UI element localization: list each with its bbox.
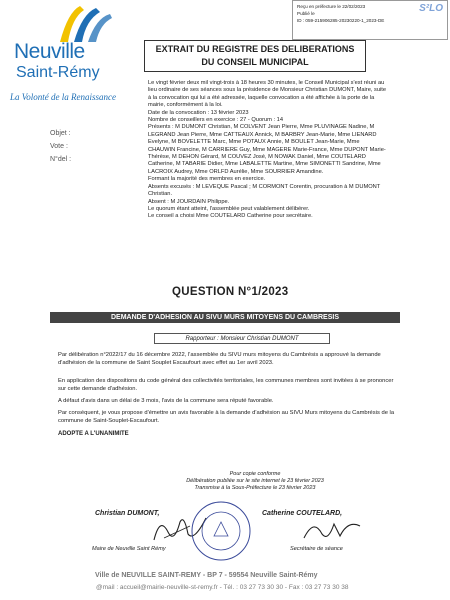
intro-paragraph: Le vingt février deux mil vingt-trois à 18 heures 30 minutes, le Conseil Municipal s'est réuni au lieu ordinaire de ses séances sous la présidence de Monsieur Christian DUMONT, Maire, suite à la convocation qui lui a été adressée, laquelle convocation a été affichée à la porte de la mairie, conformément à la loi. bbox=[148, 80, 387, 109]
title-line-1: EXTRAIT DU REGISTRE DES DELIBERATIONS bbox=[155, 44, 355, 54]
quorum-statement: Le quorum étant atteint, l'assemblée peut valablement délibérer. bbox=[148, 205, 310, 212]
footer-contact: @mail : accueil@mairie-neuville-st-remy.fr - Tél. : 03 27 73 30 30 - Fax : 03 27 73 30 38 bbox=[96, 584, 349, 591]
present-members: Présents : M DUMONT Christian, M COLVENT Jean Pierre, Mme PLUVINAGE Nadine, M LEGRAND Jean Pierre, Mme CATTEAUX Annick, M BARBRY Jean-Marie, Mme LIENARD Evelyne, M BOVELETTE Marc, Mme POTAUX Annie, M BOULET Jean-Marie, Mme CHAUWIN Francine, M CARRIERE Guy, Mme MAGERE Marie-France, Mme DUPONT Marie-Thérèse, M DEHON Gérard, M COUVEZ José, M NOWAK Daniel, Mme COUTELARD Catherine, M TABARIE Didier, Mme LABALETTE Martine, Mme SIMONETTI Sandrine, Mme LACROIX Audrey, Mme ORLFD Aurélie, Mme SOURRIER Amandine. bbox=[148, 124, 386, 175]
mayor-name: Christian DUMONT, bbox=[95, 510, 160, 517]
copy-line-2: Délibération publiée sur le site internet le 23 février 2023 bbox=[186, 478, 324, 484]
convocation-date: Date de la convocation : 13 février 2023 bbox=[148, 109, 249, 116]
title-line-2: DU CONSEIL MUNICIPAL bbox=[201, 57, 309, 67]
paragraph-cgct: En application des dispositions du code général des collectivités territoriales, les communes membres sont invitées à se prononcer sur cette demande d'adhésion. bbox=[58, 378, 394, 392]
secretary-name: Catherine COUTELARD, bbox=[262, 510, 343, 517]
label-vote: Vote : bbox=[50, 143, 68, 150]
question-subject-banner: DEMANDE D'ADHESION AU SIVU MURS MITOYENS DU CAMBRESIS bbox=[50, 312, 400, 323]
paragraph-proposal: Par conséquent, je vous propose d'émettre un avis favorable à la demande d'adhésion au SIVU Murs mitoyens du Cambrésis de la commune de Saint-Souplet-Escaufourt. bbox=[58, 410, 395, 424]
footer-address: Ville de NEUVILLE SAINT-REMY - BP 7 - 59554 Neuville Saint-Rémy bbox=[95, 572, 318, 579]
logo-name-neuville: Neuville bbox=[14, 40, 85, 63]
certified-copy-note bbox=[170, 471, 340, 492]
town-seal-stamp-icon bbox=[190, 500, 252, 562]
logo-tagline: La Volonté de la Renaissance bbox=[10, 92, 116, 102]
absent-members: Absent : M JOURDAIN Philippe. bbox=[148, 198, 230, 205]
excused-members: Absents excusés : M LEVEQUE Pascal ; M CORMONT Corentin, procuration à M DUMONT Christian. bbox=[148, 183, 381, 198]
label-num-del: N°del : bbox=[50, 156, 72, 163]
majority-statement: Formant la majorité des membres en exercice. bbox=[148, 176, 266, 183]
logo-mark-icon bbox=[50, 4, 120, 44]
document-title bbox=[144, 40, 366, 72]
stamp-line-published: Publié le bbox=[297, 11, 315, 16]
mayor-title: Maire de Neuville Saint Rémy bbox=[92, 546, 166, 552]
copy-line-3: Transmise à la Sous-Préfecture le 23 février 2023 bbox=[194, 485, 316, 491]
rapporteur-box: Rapporteur : Monsieur Christian DUMONT bbox=[154, 333, 330, 344]
logo-name-saint-remy: Saint-Rémy bbox=[16, 64, 100, 81]
paragraph-deliberation: Par délibération n°2022/17 du 16 décembre 2022, l'assemblée du SIVU murs mitoyens du Cambrésis a approuvé la demande d'adhésion de la commune de Saint Souplet Escaufourt avec effet au 1er avril 2023. bbox=[58, 352, 381, 366]
secretary-title: Secrétaire de séance bbox=[290, 546, 343, 552]
adoption-result: ADOPTE A L'UNANIMITE bbox=[58, 431, 129, 437]
prefecture-stamp bbox=[292, 0, 448, 40]
secretary-statement: Le conseil a choisi Mme COUTELARD Catherine pour secrétaire. bbox=[148, 213, 313, 220]
question-title: QUESTION N°1/2023 bbox=[172, 286, 289, 298]
copy-line-1: Pour copie conforme bbox=[229, 471, 281, 477]
stamp-line-received: Reçu en préfecture le 22/02/2023 bbox=[297, 4, 366, 9]
stamp-line-id: ID : 059-215906285-20230220-1_2023-DE bbox=[297, 18, 385, 23]
paragraph-default-opinion: A défaut d'avis dans un délai de 3 mois, l'avis de la commune sera réputé favorable. bbox=[58, 398, 274, 404]
town-logo bbox=[10, 4, 136, 114]
s2lo-logo: S²LO bbox=[419, 3, 443, 14]
councillors-count: Nombre de conseillers en exercice : 27 - Quorum : 14 bbox=[148, 117, 283, 124]
deliberation-body bbox=[148, 80, 388, 221]
label-objet: Objet : bbox=[50, 130, 71, 137]
secretary-signature-icon bbox=[300, 512, 364, 546]
